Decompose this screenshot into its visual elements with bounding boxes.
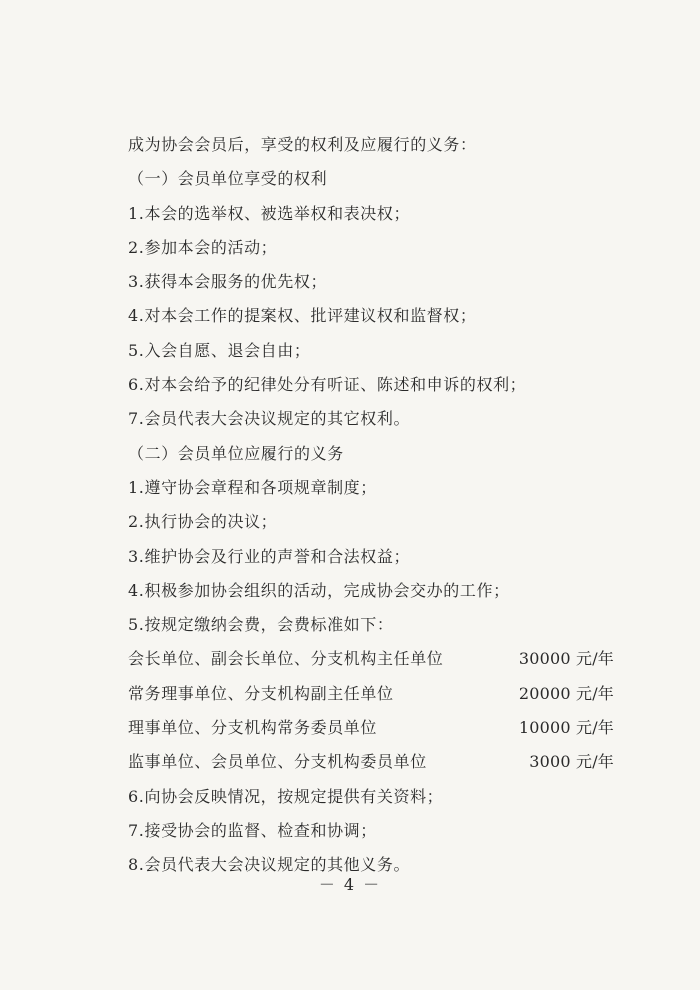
- line-text: 7.接受协会的监督、检查和协调；: [128, 820, 377, 840]
- fee-row: [128, 711, 618, 745]
- line-text: 6.向协会反映情况，按规定提供有关资料；: [128, 786, 444, 806]
- line-text: 2.执行协会的决议；: [128, 512, 278, 532]
- text-line: [128, 334, 618, 368]
- fee-row: [128, 677, 618, 711]
- text-line: [128, 265, 618, 299]
- text-line: [128, 402, 618, 436]
- line-text: （二）会员单位应履行的义务: [128, 443, 344, 463]
- line-text: 常务理事单位、分支机构副主任单位: [128, 683, 394, 703]
- text-line: [128, 608, 618, 642]
- text-line: [128, 471, 618, 505]
- text-line: [128, 197, 618, 231]
- fee-row: [128, 745, 618, 779]
- line-text: 4.积极参加协会组织的活动，完成协会交办的工作；: [128, 580, 510, 600]
- text-line: [128, 780, 618, 814]
- text-line: [128, 128, 618, 162]
- fee-amount: 10000 元/年: [518, 718, 614, 738]
- line-text: 理事单位、分支机构常务委员单位: [128, 718, 378, 738]
- text-line: [128, 505, 618, 539]
- line-text: 3.维护协会及行业的声誉和合法权益；: [128, 546, 411, 566]
- document-body: [128, 128, 618, 883]
- line-text: 成为协会会员后，享受的权利及应履行的义务：: [128, 135, 477, 154]
- line-text: 5.入会自愿、退会自由；: [128, 340, 311, 360]
- fee-amount: 30000 元/年: [518, 649, 614, 669]
- fee-amount: 20000 元/年: [518, 683, 614, 703]
- page-number: － 4 －: [318, 875, 382, 894]
- line-text: 2.参加本会的活动；: [128, 237, 278, 257]
- line-text: 1.本会的选举权、被选举权和表决权；: [128, 203, 411, 223]
- line-text: 7.会员代表大会决议规定的其它权利。: [128, 409, 411, 429]
- line-text: 5.按规定缴纳会费，会费标准如下：: [128, 615, 394, 635]
- fee-row: [128, 642, 618, 676]
- line-text: 8.会员代表大会决议规定的其他义务。: [128, 855, 411, 875]
- line-text: 监事单位、会员单位、分支机构委员单位: [128, 752, 427, 772]
- text-line: [128, 574, 618, 608]
- text-line: [128, 162, 618, 196]
- line-text: 4.对本会工作的提案权、批评建议权和监督权；: [128, 306, 477, 326]
- text-line: [128, 814, 618, 848]
- line-text: （一）会员单位享受的权利: [128, 169, 328, 189]
- line-text: 会长单位、副会长单位、分支机构主任单位: [128, 649, 444, 669]
- text-line: [128, 299, 618, 333]
- text-line: [128, 231, 618, 265]
- fee-amount: 3000 元/年: [529, 752, 614, 772]
- line-text: 6.对本会给予的纪律处分有听证、陈述和申诉的权利；: [128, 375, 527, 395]
- line-text: 3.获得本会服务的优先权；: [128, 272, 328, 292]
- line-text: 1.遵守协会章程和各项规章制度；: [128, 477, 377, 497]
- text-line: [128, 368, 618, 402]
- text-line: [128, 540, 618, 574]
- text-line: [128, 437, 618, 471]
